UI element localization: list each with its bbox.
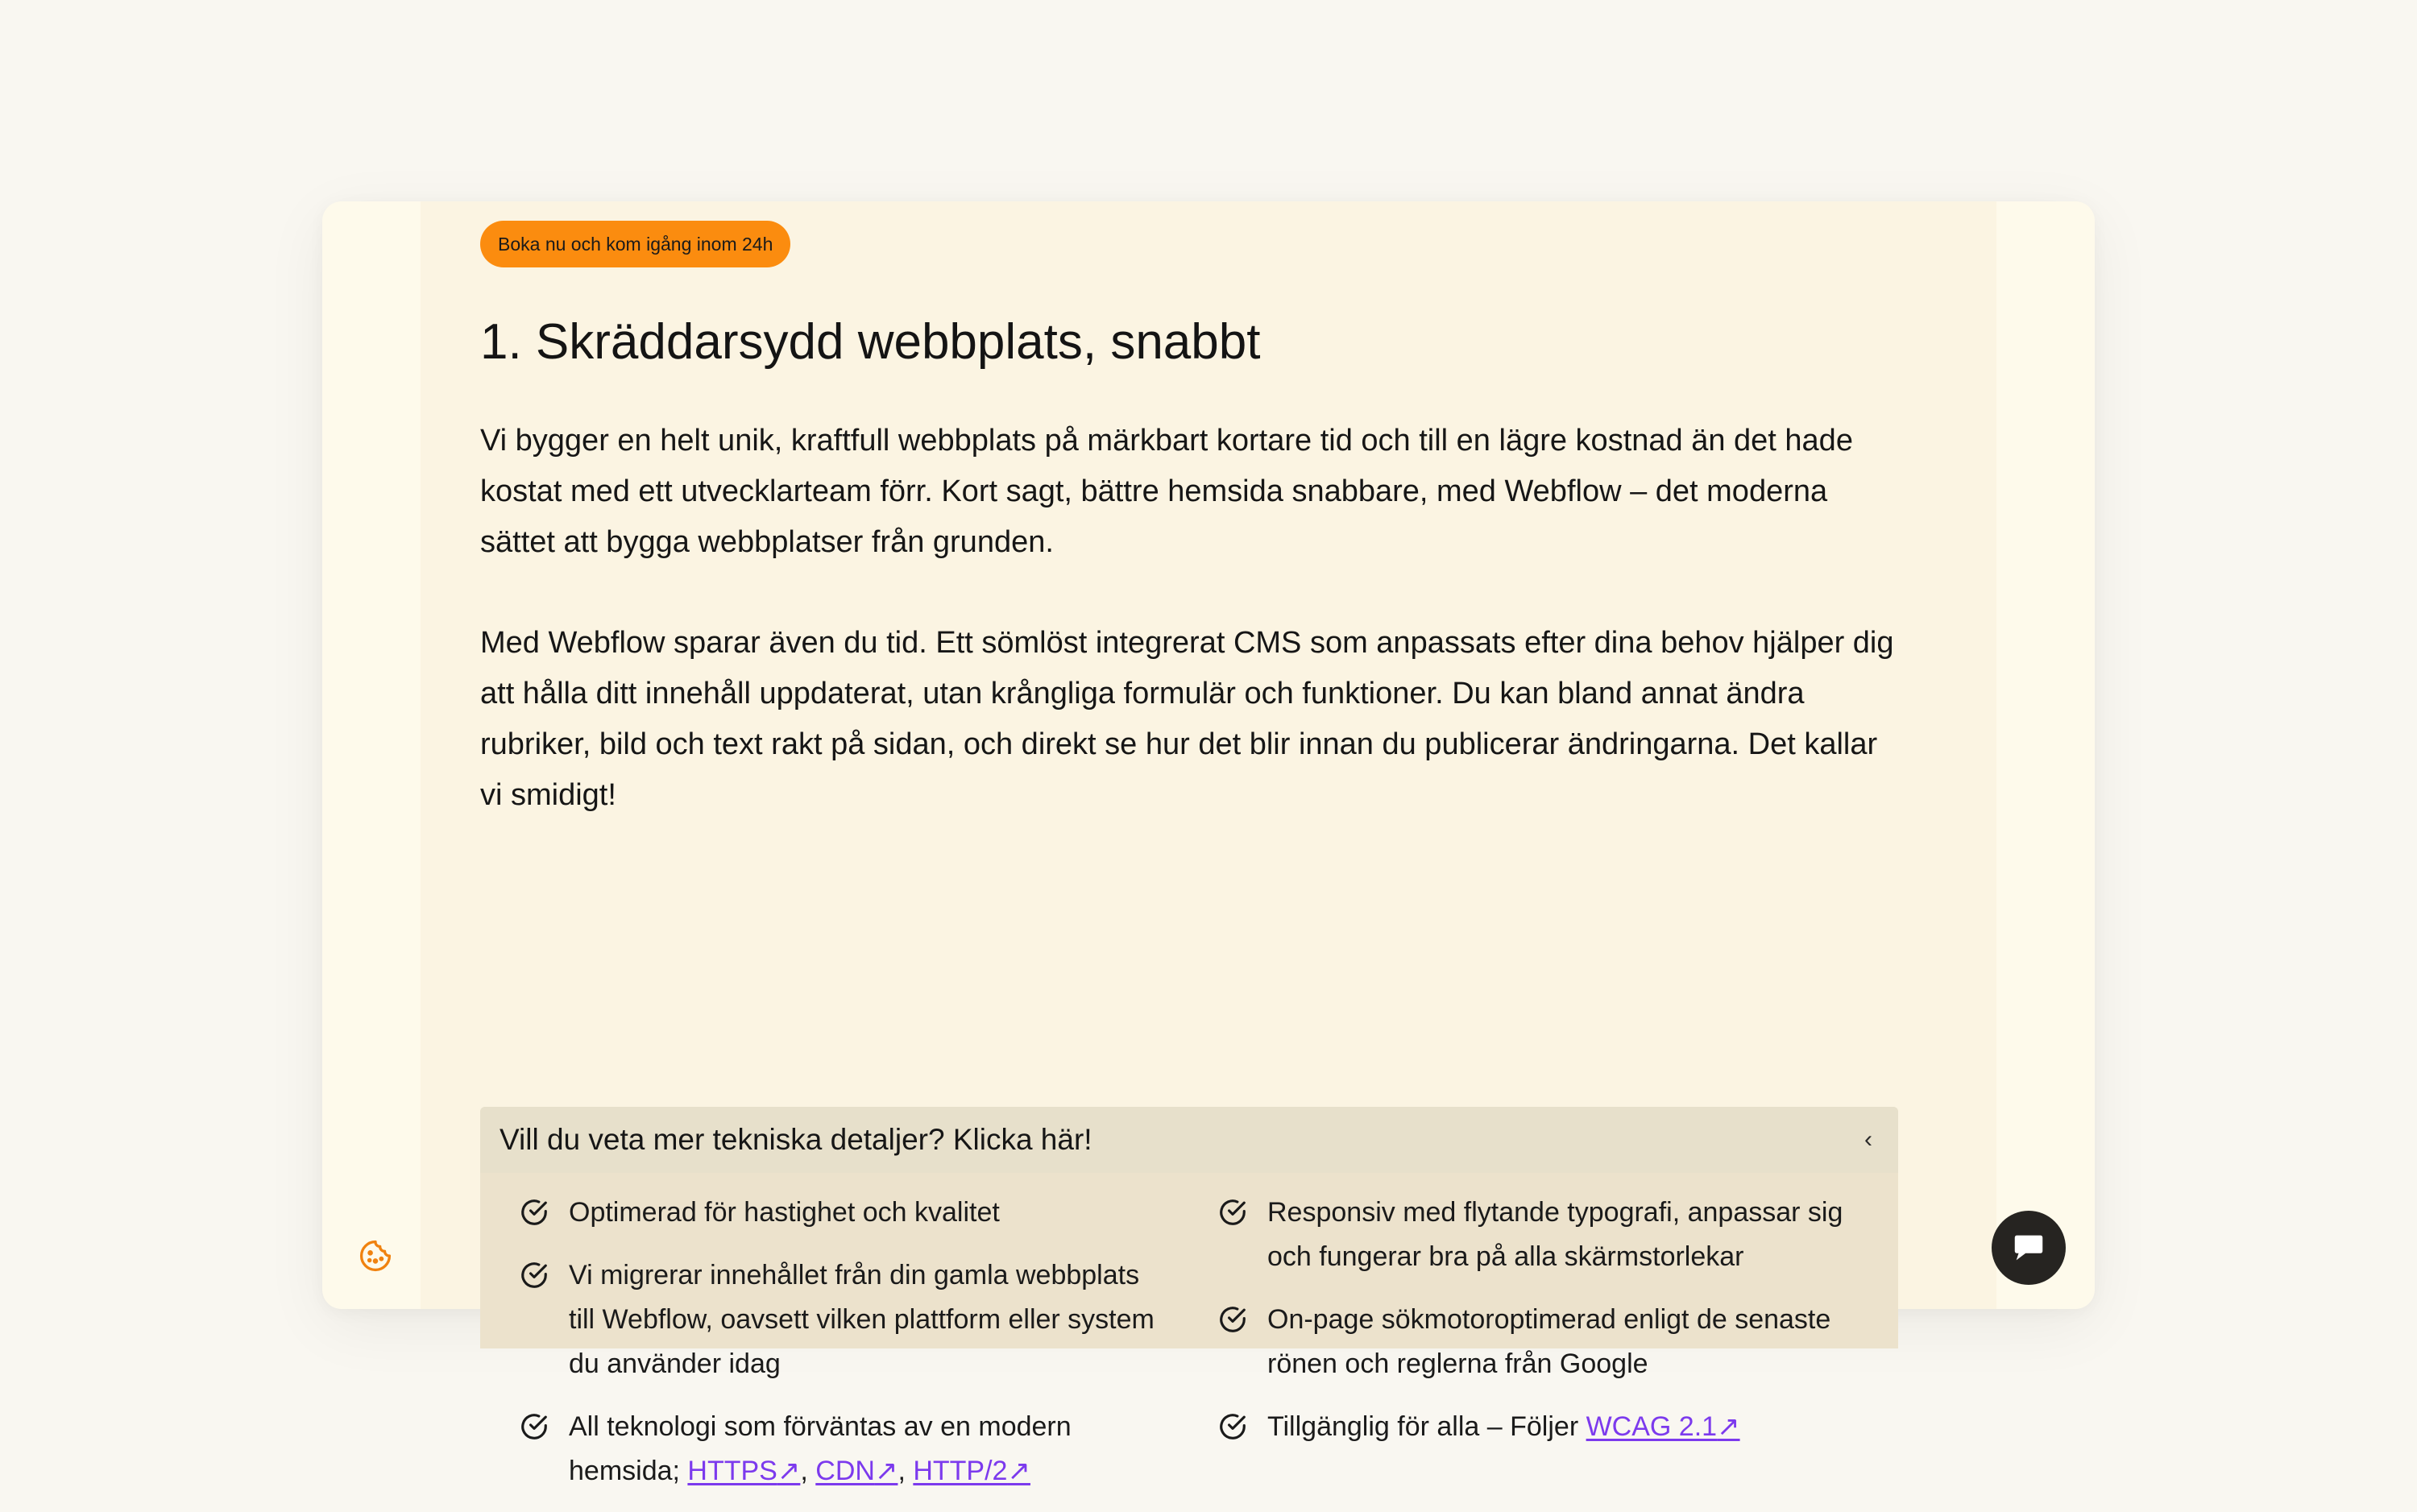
booking-badge[interactable]: Boka nu och kom igång inom 24h xyxy=(480,221,790,267)
tech-details-accordion xyxy=(480,1107,1898,1486)
feature-text-prefix: All teknologi som förväntas av en modern hemsida; xyxy=(569,1411,1072,1486)
link-label: HTTP/2 xyxy=(913,1456,1008,1486)
chat-bubble-icon xyxy=(2010,1229,2047,1266)
chevron-left-icon: ‹ xyxy=(1864,1126,1872,1153)
feature-column-right xyxy=(1217,1191,1878,1468)
external-link-icon: ↗ xyxy=(874,1456,898,1486)
chat-button[interactable] xyxy=(1992,1211,2066,1285)
feature-item xyxy=(1217,1298,1878,1386)
feature-item xyxy=(519,1191,1163,1235)
external-link-icon: ↗ xyxy=(777,1456,801,1486)
feature-text: Responsiv med flytande typografi, anpassar sig och fungerar bra på alla skärmstorlekar xyxy=(1267,1197,1843,1272)
link-label: CDN xyxy=(815,1456,875,1486)
check-circle-icon xyxy=(1217,1304,1248,1335)
page-frame xyxy=(322,201,2095,1486)
external-link-cdn[interactable] xyxy=(815,1456,898,1486)
accordion-title: Vill du veta mer tekniska detaljer? Klicka här! xyxy=(500,1123,1092,1156)
check-circle-icon xyxy=(1217,1197,1248,1228)
external-link-wcag-2-1[interactable] xyxy=(1586,1411,1740,1442)
feature-item xyxy=(519,1405,1163,1493)
feature-text: Vi migrerar innehållet från din gamla webbplats till Webflow, oavsett vilken plattform eller system du använder idag xyxy=(569,1260,1155,1379)
cms-paragraph: Med Webflow sparar även du tid. Ett sömlöst integrerat CMS som anpassats efter dina behov hjälper dig att hålla ditt innehåll uppdaterat, utan krångliga formulär och funktioner. Du kan bland annat ändra rubriker, bild och text rakt på sidan, och direkt se hur det blir innan du publicerar ändringarna. Det kallar vi smidigt! xyxy=(480,626,1894,812)
cookie-icon[interactable] xyxy=(358,1238,393,1274)
feature-item xyxy=(1217,1191,1878,1279)
feature-text: Optimerad för hastighet och kvalitet xyxy=(569,1197,1000,1228)
feature-text xyxy=(569,1405,1163,1493)
link-label: WCAG 2.1 xyxy=(1586,1411,1718,1442)
external-link-icon: ↗ xyxy=(1007,1456,1030,1486)
intro-paragraph: Vi bygger en helt unik, kraftfull webbplats på märkbart kortare tid och till en lägre kostnad än det hade kostat med ett utvecklarteam förr. Kort sagt, bättre hemsida snabbare, med Webflow – det moderna sättet att bygga webbplatser från grunden. xyxy=(480,424,1853,559)
check-circle-icon xyxy=(519,1260,549,1290)
link-separator: , xyxy=(898,1456,914,1486)
feature-text-prefix: Tillgänglig för alla – Följer xyxy=(1267,1411,1586,1442)
external-link-https[interactable] xyxy=(687,1456,800,1486)
feature-item xyxy=(1217,1405,1878,1449)
external-link-http-2[interactable] xyxy=(913,1456,1030,1486)
link-label: HTTPS xyxy=(687,1456,777,1486)
check-circle-icon xyxy=(1217,1411,1248,1442)
feature-text: On-page sökmotoroptimerad enligt de senaste rönen och reglerna från Google xyxy=(1267,1304,1831,1379)
feature-text xyxy=(1267,1405,1740,1449)
feature-column-left xyxy=(519,1191,1163,1512)
accordion-toggle[interactable] xyxy=(480,1107,1898,1173)
link-separator: , xyxy=(800,1456,816,1486)
check-circle-icon xyxy=(519,1411,549,1442)
external-link-icon: ↗ xyxy=(1717,1411,1740,1442)
content-column xyxy=(421,201,1996,1486)
service-section xyxy=(480,221,1898,1486)
check-circle-icon xyxy=(519,1197,549,1228)
feature-item xyxy=(519,1253,1163,1386)
section-title: 1. Skräddarsydd webbplats, snabbt xyxy=(480,314,1261,370)
